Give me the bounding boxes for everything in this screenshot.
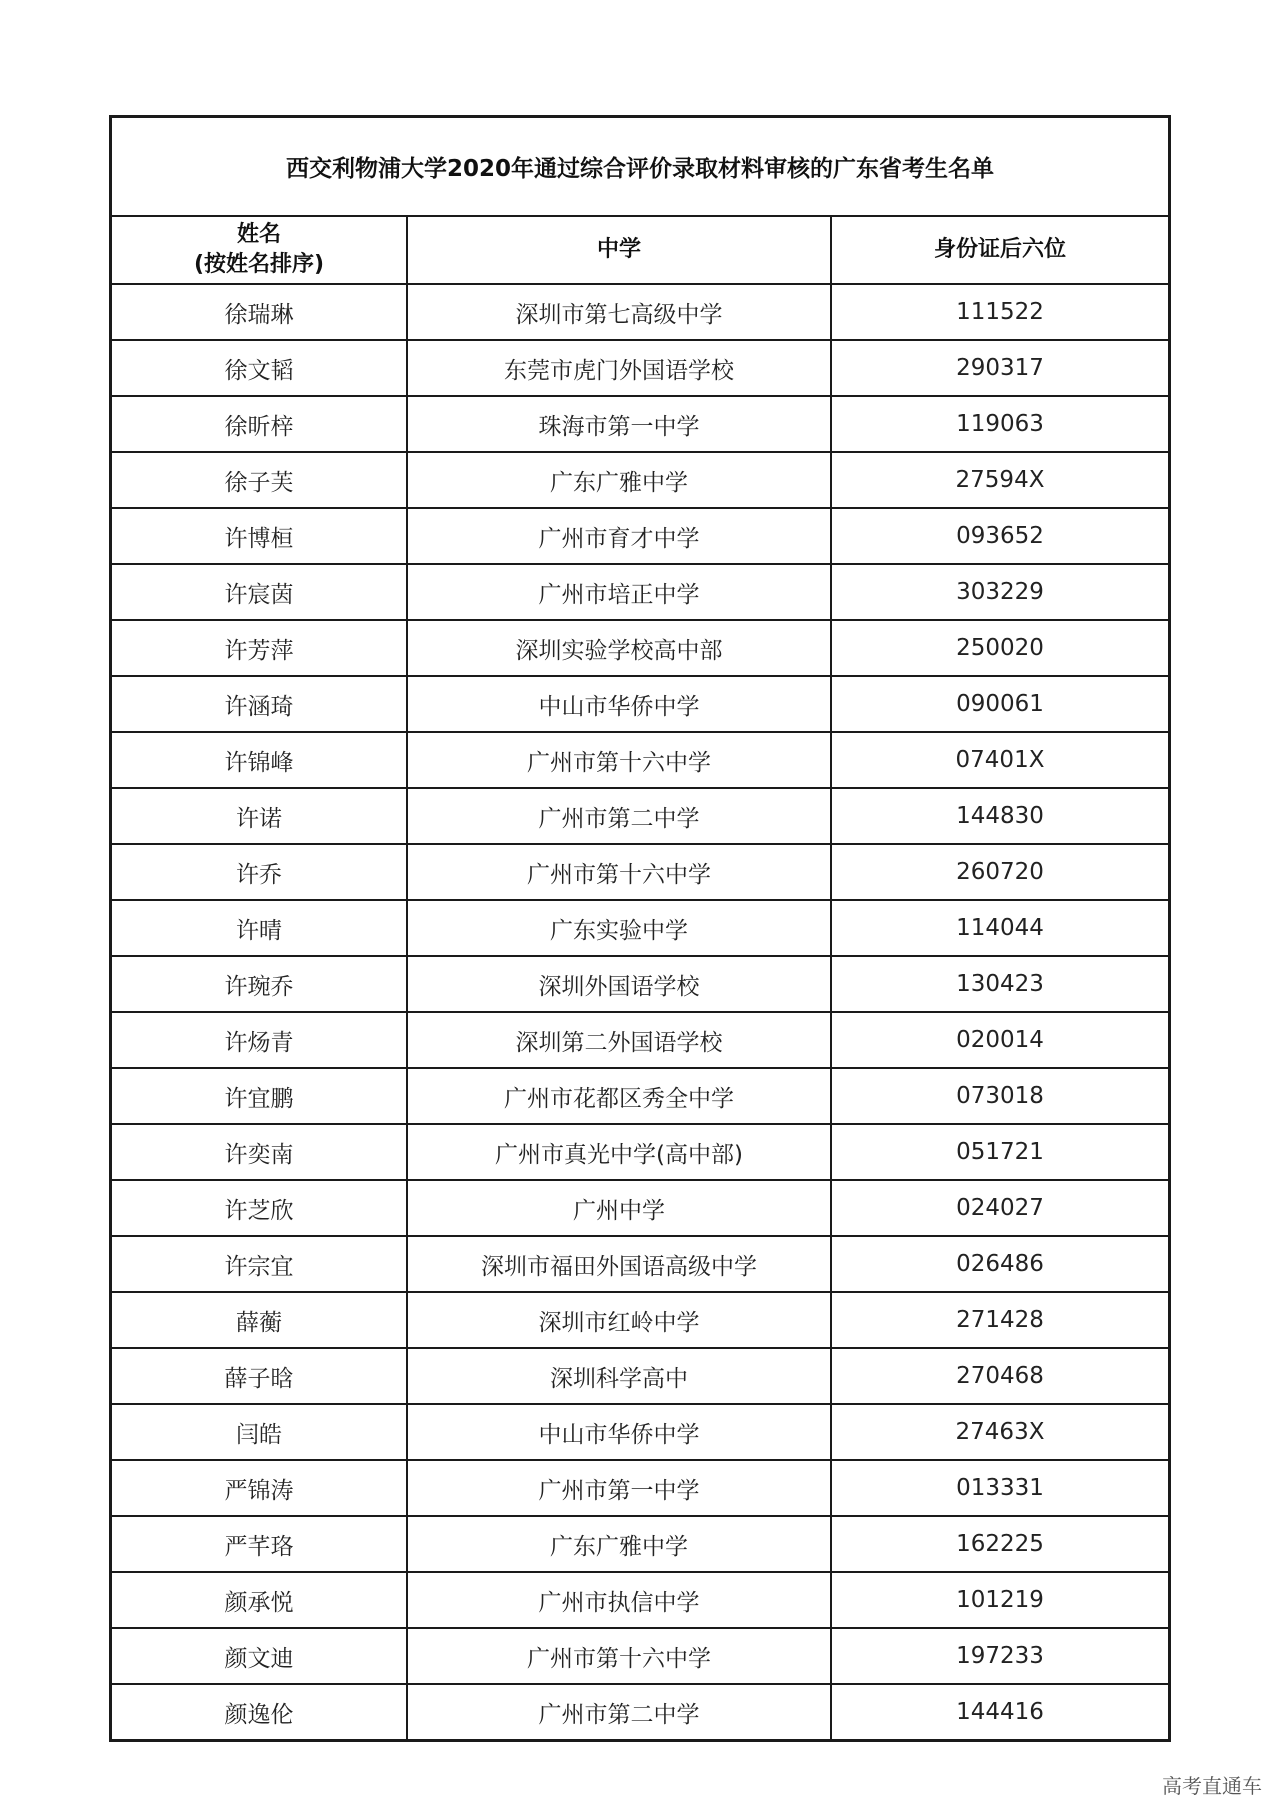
cell-id: 026486 (956, 1251, 1044, 1277)
table-row (112, 845, 1168, 901)
cell-name: 颜承悦 (112, 1573, 408, 1627)
cell-id: 051721 (956, 1139, 1044, 1165)
cell-name: 许芝欣 (112, 1181, 408, 1235)
watermark-text: 高考直通车 (1162, 1774, 1262, 1798)
cell-id: 093652 (956, 523, 1044, 549)
column-header-school: 中学 (408, 217, 832, 283)
table-row (112, 1293, 1168, 1349)
cell-name: 许奕南 (112, 1125, 408, 1179)
table-row (112, 1629, 1168, 1685)
cell-id: 119063 (956, 411, 1044, 437)
cell-name: 颜逸伦 (112, 1685, 408, 1739)
table-row (112, 1461, 1168, 1517)
cell-school: 广东广雅中学 (408, 453, 832, 507)
table-row (112, 1125, 1168, 1181)
cell-school: 东莞市虎门外国语学校 (408, 341, 832, 395)
cell-name: 严锦涛 (112, 1461, 408, 1515)
table-row (112, 341, 1168, 397)
table-row (112, 621, 1168, 677)
cell-id: 114044 (956, 915, 1044, 941)
cell-id: 144416 (956, 1699, 1044, 1725)
cell-name: 徐子芙 (112, 453, 408, 507)
cell-school: 珠海市第一中学 (408, 397, 832, 451)
cell-id: 07401X (955, 747, 1045, 773)
cell-school: 深圳市红岭中学 (408, 1293, 832, 1347)
table-row (112, 733, 1168, 789)
cell-school: 深圳实验学校高中部 (408, 621, 832, 675)
cell-id: 020014 (956, 1027, 1044, 1053)
cell-school: 深圳市第七高级中学 (408, 285, 832, 339)
table-row (112, 901, 1168, 957)
header-row (112, 217, 1168, 285)
table-row (112, 1181, 1168, 1237)
cell-name: 颜文迪 (112, 1629, 408, 1683)
cell-id: 271428 (956, 1307, 1044, 1333)
cell-id: 270468 (956, 1363, 1044, 1389)
cell-school: 广州市执信中学 (408, 1573, 832, 1627)
table-row (112, 1069, 1168, 1125)
table-row (112, 957, 1168, 1013)
cell-school: 广州中学 (408, 1181, 832, 1235)
cell-id: 250020 (956, 635, 1044, 661)
cell-school: 深圳外国语学校 (408, 957, 832, 1011)
table-row (112, 677, 1168, 733)
cell-name: 许诺 (112, 789, 408, 843)
table-row (112, 285, 1168, 341)
column-header-name (112, 217, 408, 283)
cell-school: 广州市花都区秀全中学 (408, 1069, 832, 1123)
cell-name: 闫皓 (112, 1405, 408, 1459)
cell-id: 27463X (955, 1419, 1045, 1445)
column-header-name-line2: (按姓名排序) (193, 252, 325, 277)
cell-school: 中山市华侨中学 (408, 1405, 832, 1459)
cell-name: 徐瑞琳 (112, 285, 408, 339)
cell-name: 严芊珞 (112, 1517, 408, 1571)
cell-id: 024027 (956, 1195, 1044, 1221)
cell-school: 广州市真光中学(高中部) (408, 1125, 832, 1179)
table-row (112, 1573, 1168, 1629)
cell-name: 许宸茵 (112, 565, 408, 619)
cell-id: 197233 (956, 1643, 1044, 1669)
cell-name: 许涵琦 (112, 677, 408, 731)
table-row (112, 1685, 1168, 1739)
column-header-name-line1: 姓名 (236, 222, 281, 247)
cell-school: 广州市第二中学 (408, 789, 832, 843)
cell-name: 徐昕梓 (112, 397, 408, 451)
cell-school: 广州市第十六中学 (408, 845, 832, 899)
table-row (112, 565, 1168, 621)
cell-id: 013331 (956, 1475, 1044, 1501)
cell-school: 广东实验中学 (408, 901, 832, 955)
table-row (112, 509, 1168, 565)
cell-name: 许锦峰 (112, 733, 408, 787)
cell-name: 许乔 (112, 845, 408, 899)
cell-name: 许晴 (112, 901, 408, 955)
cell-school: 深圳科学高中 (408, 1349, 832, 1403)
cell-school: 广州市第一中学 (408, 1461, 832, 1515)
cell-school: 深圳第二外国语学校 (408, 1013, 832, 1067)
cell-school: 广州市第二中学 (408, 1685, 832, 1739)
table-row (112, 789, 1168, 845)
cell-school: 广东广雅中学 (408, 1517, 832, 1571)
cell-id: 290317 (956, 355, 1044, 381)
cell-name: 许宜鹏 (112, 1069, 408, 1123)
table-title: 西交利物浦大学2020年通过综合评价录取材料审核的广东省考生名单 (112, 118, 1168, 217)
cell-school: 深圳市福田外国语高级中学 (408, 1237, 832, 1291)
cell-id: 090061 (956, 691, 1044, 717)
student-list-table (109, 115, 1171, 1742)
cell-school: 广州市育才中学 (408, 509, 832, 563)
cell-id: 303229 (956, 579, 1044, 605)
cell-id: 111522 (956, 299, 1044, 325)
cell-id: 27594X (955, 467, 1045, 493)
table-row (112, 397, 1168, 453)
table-row (112, 1237, 1168, 1293)
table-row (112, 1013, 1168, 1069)
table-row (112, 453, 1168, 509)
column-header-id: 身份证后六位 (933, 237, 1066, 262)
cell-id: 101219 (956, 1587, 1044, 1613)
cell-school: 中山市华侨中学 (408, 677, 832, 731)
table-row (112, 1349, 1168, 1405)
cell-id: 162225 (956, 1531, 1044, 1557)
cell-school: 广州市第十六中学 (408, 1629, 832, 1683)
cell-id: 073018 (956, 1083, 1044, 1109)
table-row (112, 1517, 1168, 1573)
cell-name: 薛子晗 (112, 1349, 408, 1403)
cell-id: 260720 (956, 859, 1044, 885)
cell-name: 许宗宜 (112, 1237, 408, 1291)
cell-id: 130423 (956, 971, 1044, 997)
cell-name: 许博桓 (112, 509, 408, 563)
cell-name: 许炀青 (112, 1013, 408, 1067)
cell-school: 广州市培正中学 (408, 565, 832, 619)
cell-name: 薛蘅 (112, 1293, 408, 1347)
cell-name: 许芳萍 (112, 621, 408, 675)
table-row (112, 1405, 1168, 1461)
cell-name: 许琬乔 (112, 957, 408, 1011)
cell-school: 广州市第十六中学 (408, 733, 832, 787)
cell-id: 144830 (956, 803, 1044, 829)
cell-name: 徐文韬 (112, 341, 408, 395)
table-body (112, 285, 1168, 1739)
